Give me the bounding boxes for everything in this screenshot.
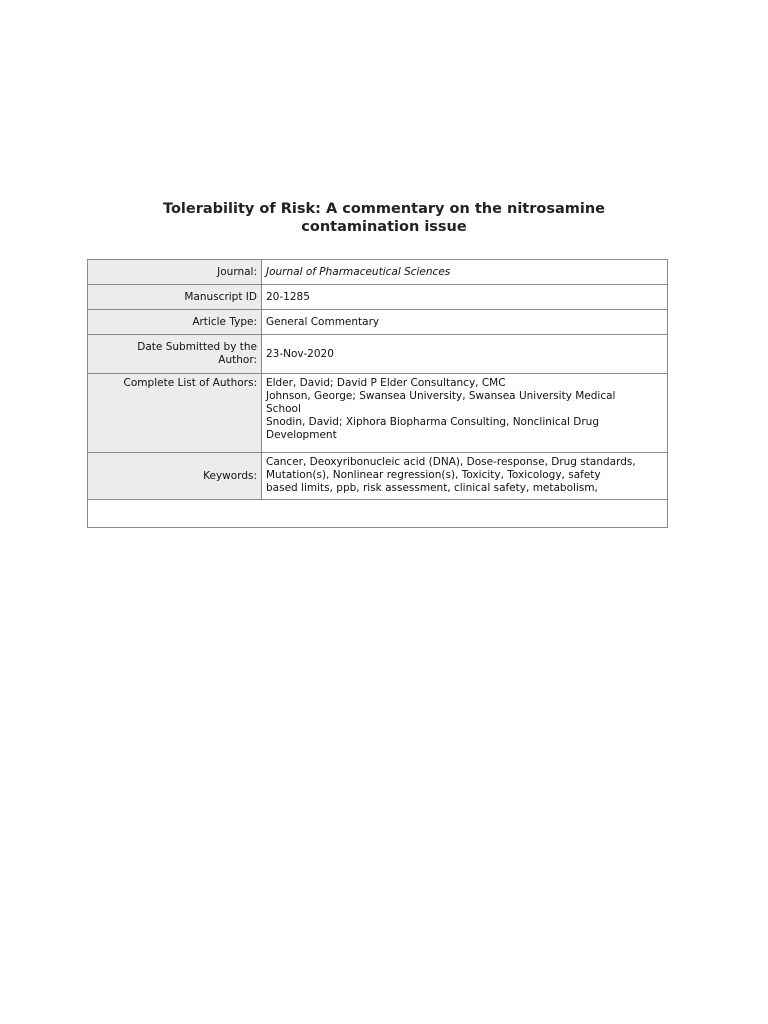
document-title-line-1: Tolerability of Risk: A commentary on the nitrosamine: [163, 201, 605, 217]
date-submitted-label-line-1: Date Submitted by the: [137, 341, 257, 353]
authors-row: [88, 374, 668, 453]
document-title: [0, 200, 768, 236]
document-title-line-2: contamination issue: [301, 219, 467, 235]
date-submitted-value: 23-Nov-2020: [262, 335, 668, 374]
keywords-label: Keywords:: [88, 453, 262, 500]
date-submitted-row: [88, 335, 668, 374]
date-submitted-label: [88, 335, 262, 374]
author-line: Johnson, George; Swansea University, Swansea University Medical: [266, 390, 616, 402]
empty-row: [88, 500, 668, 528]
keywords-row: [88, 453, 668, 500]
manuscript-id-value: 20-1285: [262, 285, 668, 310]
article-type-label: Article Type:: [88, 310, 262, 335]
empty-cell: [88, 500, 668, 528]
manuscript-metadata-table: [87, 259, 668, 528]
author-line: Snodin, David; Xiphora Biopharma Consulting, Nonclinical Drug: [266, 416, 600, 428]
article-type-row: [88, 310, 668, 335]
manuscript-id-row: [88, 285, 668, 310]
keywords-line: Mutation(s), Nonlinear regression(s), Toxicity, Toxicology, safety: [266, 469, 601, 481]
article-type-value: General Commentary: [262, 310, 668, 335]
date-submitted-label-line-2: Author:: [218, 354, 257, 366]
author-line: Development: [266, 429, 337, 441]
manuscript-id-label: Manuscript ID: [88, 285, 262, 310]
authors-label: Complete List of Authors:: [88, 374, 262, 453]
author-line: School: [266, 403, 301, 415]
journal-value: Journal of Pharmaceutical Sciences: [262, 260, 668, 285]
journal-label: Journal:: [88, 260, 262, 285]
author-line: Elder, David; David P Elder Consultancy, CMC: [266, 377, 506, 389]
keywords-line: based limits, ppb, risk assessment, clinical safety, metabolism,: [266, 482, 598, 494]
keywords-line: Cancer, Deoxyribonucleic acid (DNA), Dose-response, Drug standards,: [266, 456, 636, 468]
keywords-value: [262, 453, 668, 500]
journal-row: [88, 260, 668, 285]
authors-value: [262, 374, 668, 453]
